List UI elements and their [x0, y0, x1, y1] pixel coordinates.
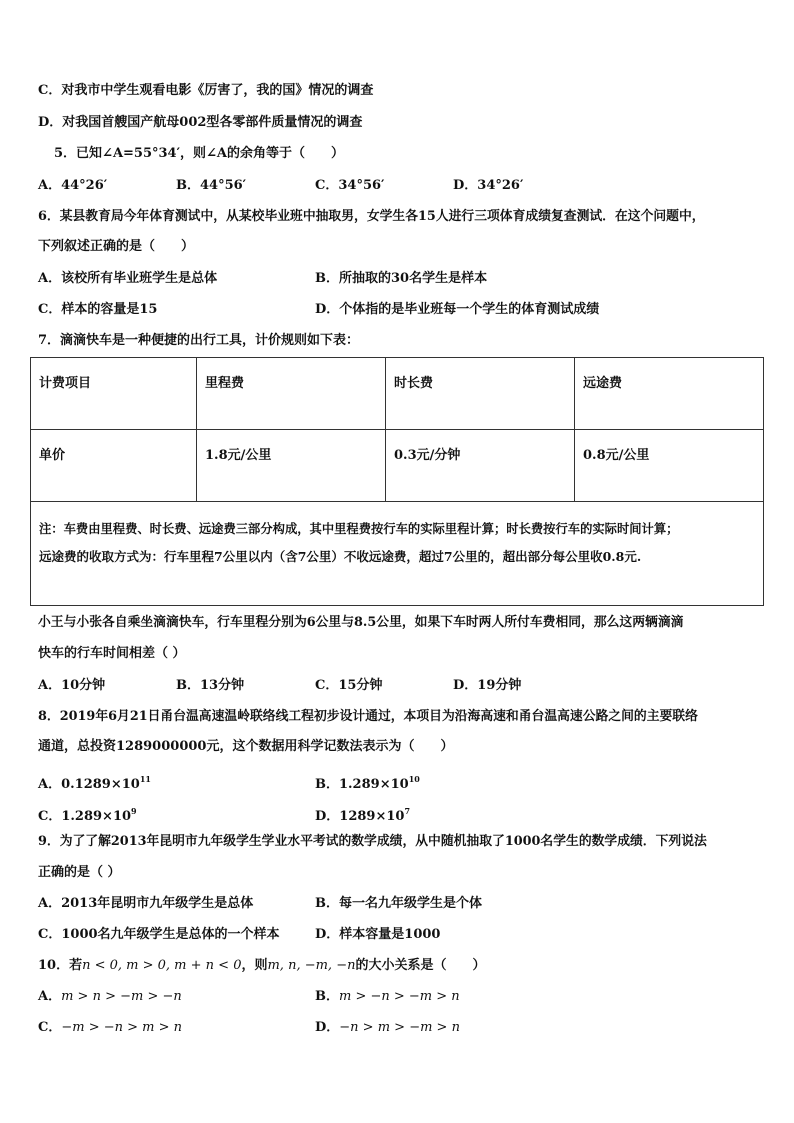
- q5-stem: 5．已知∠A=55°34′，则∠A的余角等于（ ）: [54, 146, 345, 161]
- q7-stem: 7．滴滴快车是一种便捷的出行工具，计价规则如下表：: [38, 333, 360, 348]
- q7-option-d: D．19分钟: [453, 678, 522, 693]
- q8-option-a-exp: 11: [139, 774, 151, 784]
- q10-condition: n < 0, m > 0, m + n < 0: [82, 958, 242, 973]
- q5-option-d: D．34°26′: [453, 178, 524, 193]
- table-cell: [31, 430, 197, 502]
- header-duration: 时长费: [394, 376, 434, 391]
- header-item: 计费项目: [39, 376, 92, 391]
- q8-option-c-base: C．1.289×10: [38, 809, 132, 824]
- q6-option-c: C．样本的容量是15: [38, 302, 158, 317]
- q10-option-a: [38, 989, 182, 1005]
- q10-option-a-expr: m > n > −m > −n: [61, 989, 182, 1004]
- q8-option-b-exp: 10: [408, 774, 420, 784]
- q9-stem-line2: 正确的是（ ）: [38, 865, 121, 880]
- table-header-cell: [197, 358, 386, 430]
- q10-stem-pre: 10．若: [38, 958, 83, 973]
- table-header-cell: [575, 358, 763, 430]
- row-label: 单价: [39, 448, 66, 463]
- q7-option-a: A．10分钟: [38, 678, 106, 693]
- q8-option-a: [38, 771, 151, 793]
- header-mileage: 里程费: [205, 376, 245, 391]
- q7-option-c: C．15分钟: [315, 678, 383, 693]
- q8-option-d-exp: 7: [404, 806, 411, 816]
- q4-option-c: C．对我市中学生观看电影《厉害了，我的国》情况的调查: [38, 83, 374, 98]
- q10-option-c-expr: −m > −n > m > n: [61, 1020, 183, 1035]
- q10-stem-post: 的大小关系是（ ）: [355, 958, 486, 973]
- q8-option-b: [315, 771, 420, 793]
- q10-option-d: [315, 1020, 460, 1036]
- q9-option-b: B．每一名九年级学生是个体: [315, 896, 482, 911]
- q9-stem-line1: 9．为了了解2013年昆明市九年级学生学业水平考试的数学成绩，从中随机抽取了1000名学生的数学成绩．下列说法: [38, 834, 707, 849]
- q10-option-c-label: C．: [38, 1020, 62, 1035]
- q8-option-d: [315, 803, 410, 825]
- table-cell: [197, 430, 386, 502]
- q10-option-b-expr: m > −n > −m > n: [339, 989, 460, 1004]
- q4-option-d: D．对我国首艘国产航母002型各零部件质量情况的调查: [38, 115, 363, 130]
- long-distance-price: 0.8元/公里: [583, 448, 650, 463]
- q7-option-b: B．13分钟: [176, 678, 245, 693]
- note-line1: 注：车费由里程费、时长费、远途费三部分构成，其中里程费按行车的实际里程计算；时长费按行车的实际时间计算；: [39, 521, 679, 536]
- note-line2: 远途费的收取方式为：行车里程7公里以内（含7公里）不收远途费，超过7公里的，超出部分每公里收0.8元.: [39, 549, 642, 564]
- duration-price: 0.3元/分钟: [394, 448, 461, 463]
- q7-after-line1: 小王与小张各自乘坐滴滴快车，行车里程分别为6公里与8.5公里，如果下车时两人所付车费相同，那么这两辆滴滴: [38, 615, 684, 630]
- q9-option-d: D．样本容量是1000: [315, 927, 441, 942]
- fee-table: [30, 357, 764, 606]
- mileage-price: 1.8元/公里: [205, 448, 272, 463]
- table-note: [31, 502, 763, 605]
- q10-stem-mid: ，则: [241, 958, 268, 973]
- q10-stem: [38, 958, 485, 974]
- q8-option-a-base: A．0.1289×10: [38, 777, 140, 792]
- table-cell: [575, 430, 763, 502]
- q6-stem-line1: 6．某县教育局今年体育测试中，从某校毕业班中抽取男，女学生各15人进行三项体育成绩复查测试．在这个问题中，: [38, 209, 705, 224]
- q5-option-b: B．44°56′: [176, 178, 247, 193]
- q10-option-a-label: A．: [38, 989, 62, 1004]
- q10-variables: m, n, −m, −n: [267, 958, 356, 973]
- q6-option-d: D．个体指的是毕业班每一个学生的体育测试成绩: [315, 302, 600, 317]
- table-cell: [386, 430, 575, 502]
- q10-option-d-expr: −n > m > −m > n: [339, 1020, 460, 1035]
- q10-option-c: [38, 1020, 182, 1036]
- q6-stem-line2: 下列叙述正确的是（ ）: [38, 239, 195, 254]
- q8-option-c: [38, 803, 137, 825]
- q10-option-d-label: D．: [315, 1020, 340, 1035]
- q7-after-line2: 快车的行车时间相差（ ）: [38, 646, 186, 661]
- q8-stem-line1: 8．2019年6月21日甬台温高速温岭联络线工程初步设计通过，本项目为沿海高速和甬台温高速公路之间的主要联络: [38, 709, 698, 724]
- q10-option-b-label: B．: [315, 989, 339, 1004]
- q8-option-b-base: B．1.289×10: [315, 777, 409, 792]
- q9-option-c: C．1000名九年级学生是总体的一个样本: [38, 927, 280, 942]
- q5-option-c: C．34°56′: [315, 178, 385, 193]
- q8-option-d-base: D．1289×10: [315, 809, 405, 824]
- table-header-cell: [31, 358, 197, 430]
- q5-option-a: A．44°26′: [38, 178, 108, 193]
- q6-option-b: B．所抽取的30名学生是样本: [315, 271, 488, 286]
- q9-option-a: A．2013年昆明市九年级学生是总体: [38, 896, 254, 911]
- table-header-cell: [386, 358, 575, 430]
- q8-stem-line2: 通道，总投资1289000000元，这个数据用科学记数法表示为（ ）: [38, 739, 454, 754]
- q8-option-c-exp: 9: [131, 806, 137, 816]
- header-long-distance: 远途费: [583, 376, 623, 391]
- q10-option-b: [315, 989, 460, 1005]
- q6-option-a: A．该校所有毕业班学生是总体: [38, 271, 218, 286]
